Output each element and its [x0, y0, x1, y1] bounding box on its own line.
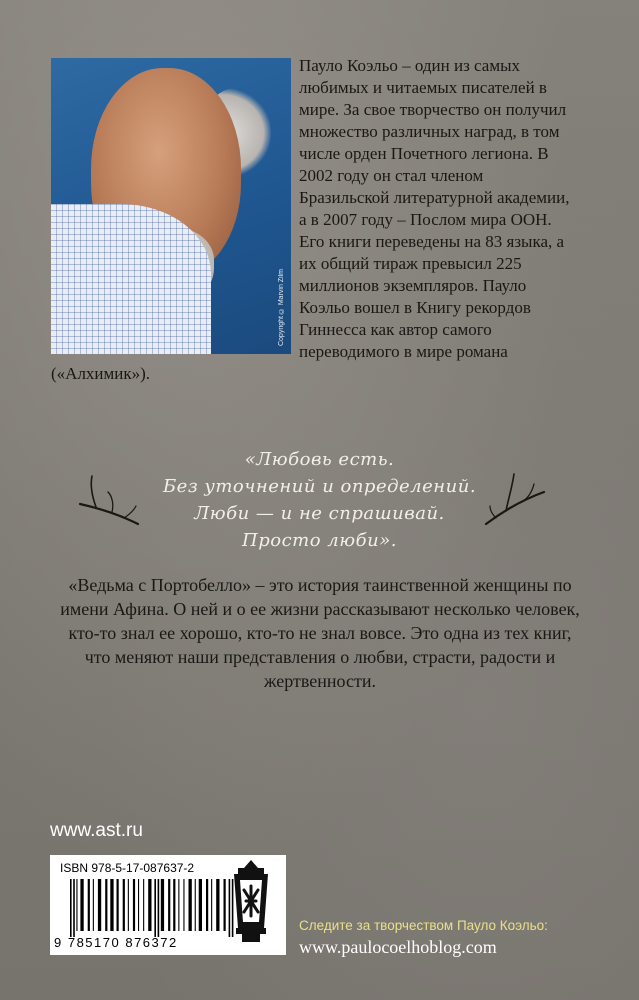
barcode-bar: [128, 879, 129, 931]
author-bio-text: Пауло Коэльо – один из самых любимых и читаемых писателей в мире. За свое творчество он получил множество различных наград, в том числе орден Почетного легиона. В 2002 году он стал членом Бразильской литературной академии, а в 2007 году – Послом мира ООН. Его книги переведены на 83 языка, а их общий тираж превысил 225 миллионов экземпляров. Пауло Коэльо вошел в Книгу рекордов Гиннесса как автор самого переводимого в мире романа («Алхимик»).: [51, 56, 570, 383]
publisher-lantern-logo-icon: [226, 858, 276, 944]
barcode-bar: [199, 879, 202, 931]
barcode-bar: [110, 879, 113, 931]
barcode-bar: [80, 879, 83, 931]
barcode-bar: [70, 879, 72, 937]
barcode-bar: [173, 879, 175, 931]
barcode-bar: [123, 879, 125, 931]
barcode-bar: [93, 879, 94, 931]
author-bio: [51, 55, 571, 385]
barcode-bar: [148, 879, 151, 931]
barcode-bar: [206, 879, 208, 931]
barcode-bar: [133, 879, 135, 931]
barcode-digits: 9 785170 876372: [54, 935, 178, 950]
author-blog-link[interactable]: www.paulocoelhoblog.com: [299, 937, 497, 957]
book-summary: «Ведьма с Портобелло» – это история таинственной женщины по имени Афина. О ней и о ее жизни рассказывают несколько человек, кто-то знал ее хорошо, кто-то не знал вовсе. Это одна из тех книг, что меняют наши представления о любви, страсти, радости и жертвенности.: [60, 575, 580, 691]
quote-line: Без уточнений и определений.: [162, 476, 477, 497]
barcode-bar: [216, 879, 219, 931]
barcode-bar: [76, 879, 77, 931]
barcode-bar: [98, 879, 101, 931]
barcode-bar: [88, 879, 90, 931]
barcode-bar: [178, 879, 179, 931]
barcode-bar: [189, 879, 192, 931]
barcode-bar: [73, 879, 75, 937]
photo-credit: Copyright © Marvin Zilm: [278, 268, 285, 346]
quote: [0, 446, 639, 554]
barcode-bar: [161, 879, 164, 931]
barcode-bar: [158, 879, 160, 937]
quote-line: Люби — и не спрашивай.: [194, 503, 445, 524]
barcode-bar: [183, 879, 184, 931]
barcode-bar: [154, 879, 156, 937]
barcode-bar: [195, 879, 196, 931]
isbn-label: ISBN 978-5-17-087637-2: [60, 861, 195, 875]
barcode-bar: [143, 879, 144, 931]
quote-line: Просто люби».: [242, 530, 397, 551]
barcode-bar: [211, 879, 212, 931]
barcode-bar: [138, 879, 139, 931]
website-link[interactable]: www.ast.ru: [50, 820, 143, 841]
barcode-bar: [117, 879, 119, 931]
photo-spacer: [51, 55, 299, 353]
follow-author-text: Следите за творчеством Пауло Коэльо:: [299, 918, 548, 933]
barcode-bar: [105, 879, 107, 931]
barcode-bar: [168, 879, 170, 931]
quote-line: «Любовь есть.: [244, 449, 395, 470]
